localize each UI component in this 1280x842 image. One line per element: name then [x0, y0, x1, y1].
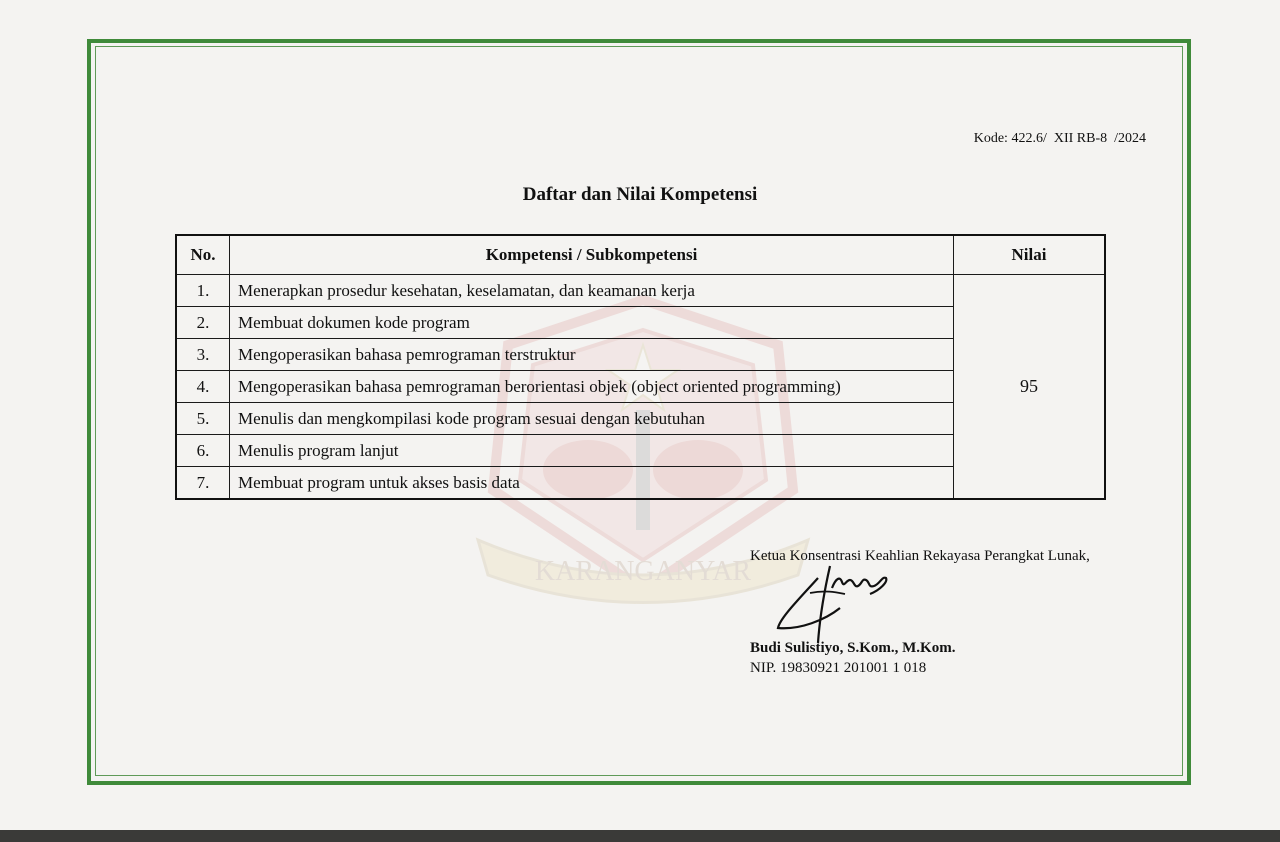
row-competency: Membuat program untuk akses basis data [230, 467, 954, 500]
signatory-nip: NIP. 19830921 201001 1 018 [750, 660, 927, 676]
signatory-title: Ketua Konsentrasi Keahlian Rekayasa Perangkat Lunak, [750, 548, 1090, 564]
row-competency: Mengoperasikan bahasa pemrograman berorientasi objek (object oriented programming) [230, 371, 954, 403]
bottom-edge [0, 830, 1280, 842]
table-header-row [176, 235, 1105, 275]
handwritten-signature [770, 558, 900, 648]
header-kompetensi: Kompetensi / Subkompetensi [230, 235, 954, 275]
row-number: 4. [176, 371, 230, 403]
row-number: 6. [176, 435, 230, 467]
document-title: Daftar dan Nilai Kompetensi [522, 184, 758, 205]
row-number: 1. [176, 275, 230, 307]
row-competency: Mengoperasikan bahasa pemrograman terstruktur [230, 339, 954, 371]
nilai-value: 95 [954, 275, 1106, 500]
emblem-label: KARANGANYAR [534, 556, 752, 587]
row-number: 3. [176, 339, 230, 371]
row-number: 5. [176, 403, 230, 435]
table-row [176, 275, 1105, 307]
row-competency: Membuat dokumen kode program [230, 307, 954, 339]
competency-table [175, 234, 1106, 500]
row-competency: Menerapkan prosedur kesehatan, keselamatan, dan keamanan kerja [230, 275, 954, 307]
row-number: 7. [176, 467, 230, 500]
signatory-name: Budi Sulistiyo, S.Kom., M.Kom. [750, 640, 956, 656]
document-code: Kode: 422.6/ XII RB-8 /2024 [973, 131, 1146, 146]
row-competency: Menulis program lanjut [230, 435, 954, 467]
row-competency: Menulis dan mengkompilasi kode program sesuai dengan kebutuhan [230, 403, 954, 435]
header-nilai: Nilai [954, 235, 1106, 275]
header-no: No. [176, 235, 230, 275]
row-number: 2. [176, 307, 230, 339]
